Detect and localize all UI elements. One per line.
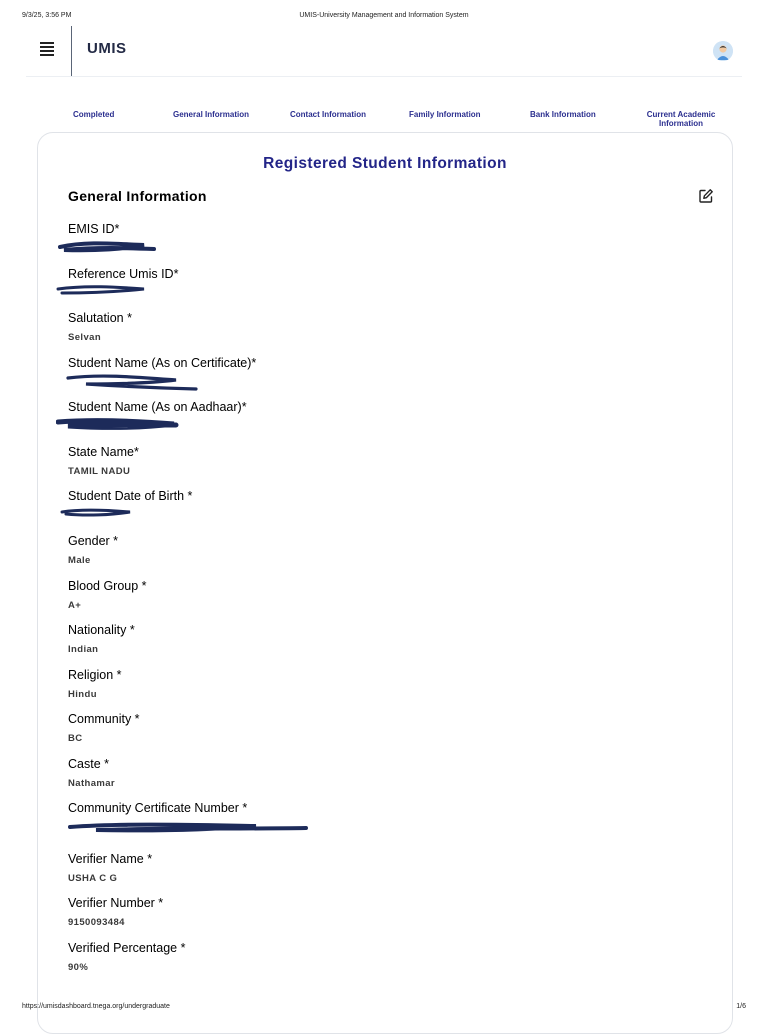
field-state-name xyxy=(68,445,668,477)
field-reference-umis-id xyxy=(68,267,668,299)
field-value: 90% xyxy=(68,962,89,973)
field-value: Nathamar xyxy=(68,778,116,789)
field-gender xyxy=(68,534,668,566)
field-label: Religion * xyxy=(68,668,122,682)
field-religion xyxy=(68,668,668,700)
redaction-mark xyxy=(56,814,316,840)
tab-contact-information[interactable]: Contact Information xyxy=(290,110,366,119)
field-label: Verifier Name * xyxy=(68,852,153,866)
field-label: Nationality * xyxy=(68,623,135,637)
field-caste xyxy=(68,757,668,789)
field-value: A+ xyxy=(68,600,82,611)
field-value: Selvan xyxy=(68,332,102,343)
tab-current-academic-information[interactable]: Current Academic Information xyxy=(646,110,716,128)
field-student-name-aadhaar xyxy=(68,400,668,432)
field-value: Male xyxy=(68,555,91,566)
field-salutation xyxy=(68,311,668,343)
field-label: Student Name (As on Aadhaar)* xyxy=(68,400,247,414)
field-label: Student Name (As on Certificate)* xyxy=(68,356,257,370)
field-verifier-name xyxy=(68,852,668,884)
print-page-number: 1/6 xyxy=(736,1003,746,1010)
app-header xyxy=(26,26,742,77)
field-label: Verified Percentage * xyxy=(68,941,186,955)
field-label: EMIS ID* xyxy=(68,222,120,236)
field-value: Hindu xyxy=(68,689,97,700)
tab-bank-information[interactable]: Bank Information xyxy=(530,110,596,119)
field-value: USHA C G xyxy=(68,873,118,884)
section-title: General Information xyxy=(68,188,207,204)
edit-pencil-icon[interactable] xyxy=(698,188,714,204)
tab-completed[interactable]: Completed xyxy=(73,110,115,119)
field-community xyxy=(68,712,668,744)
field-verified-percentage xyxy=(68,941,668,973)
tab-general-information[interactable]: General Information xyxy=(173,110,250,119)
redaction-mark xyxy=(56,413,196,435)
field-student-name-certificate xyxy=(68,356,668,388)
header-divider xyxy=(71,26,72,76)
field-emis-id xyxy=(68,222,668,254)
field-label: Community * xyxy=(68,712,140,726)
print-header xyxy=(0,12,768,24)
app-brand: UMIS xyxy=(87,40,127,57)
field-label: Verifier Number * xyxy=(68,896,164,910)
student-info-card xyxy=(37,132,733,1034)
print-date: 9/3/25, 3:56 PM xyxy=(22,12,72,19)
field-community-certificate-number xyxy=(68,801,668,833)
field-label: Gender * xyxy=(68,534,119,548)
hamburger-menu-icon[interactable] xyxy=(40,42,54,58)
field-label: Caste * xyxy=(68,757,109,771)
redaction-mark xyxy=(56,369,206,395)
print-url: https://umisdashboard.tnega.org/undergraduate xyxy=(22,1003,170,1010)
field-value xyxy=(68,510,668,521)
user-avatar-icon[interactable] xyxy=(713,41,733,61)
profile-tabs xyxy=(36,110,736,128)
print-page-title: UMIS-University Management and Information System xyxy=(299,12,469,19)
redaction-mark xyxy=(56,280,166,302)
redaction-mark xyxy=(56,235,166,257)
field-value: 9150093484 xyxy=(68,917,125,928)
field-label: State Name* xyxy=(68,445,139,459)
card-title: Registered Student Information xyxy=(263,155,507,172)
field-label: Blood Group * xyxy=(68,579,147,593)
field-label: Student Date of Birth * xyxy=(68,489,193,503)
field-verifier-number xyxy=(68,896,668,928)
field-label: Salutation * xyxy=(68,311,132,325)
field-label: Community Certificate Number * xyxy=(68,801,248,815)
field-value: Indian xyxy=(68,644,99,655)
field-blood-group xyxy=(68,579,668,611)
field-label: Reference Umis ID* xyxy=(68,267,179,281)
redaction-mark xyxy=(56,502,146,524)
field-date-of-birth xyxy=(68,489,668,521)
field-value: BC xyxy=(68,733,83,744)
field-nationality xyxy=(68,623,668,655)
tab-family-information[interactable]: Family Information xyxy=(409,110,481,119)
field-value: TAMIL NADU xyxy=(68,466,131,477)
